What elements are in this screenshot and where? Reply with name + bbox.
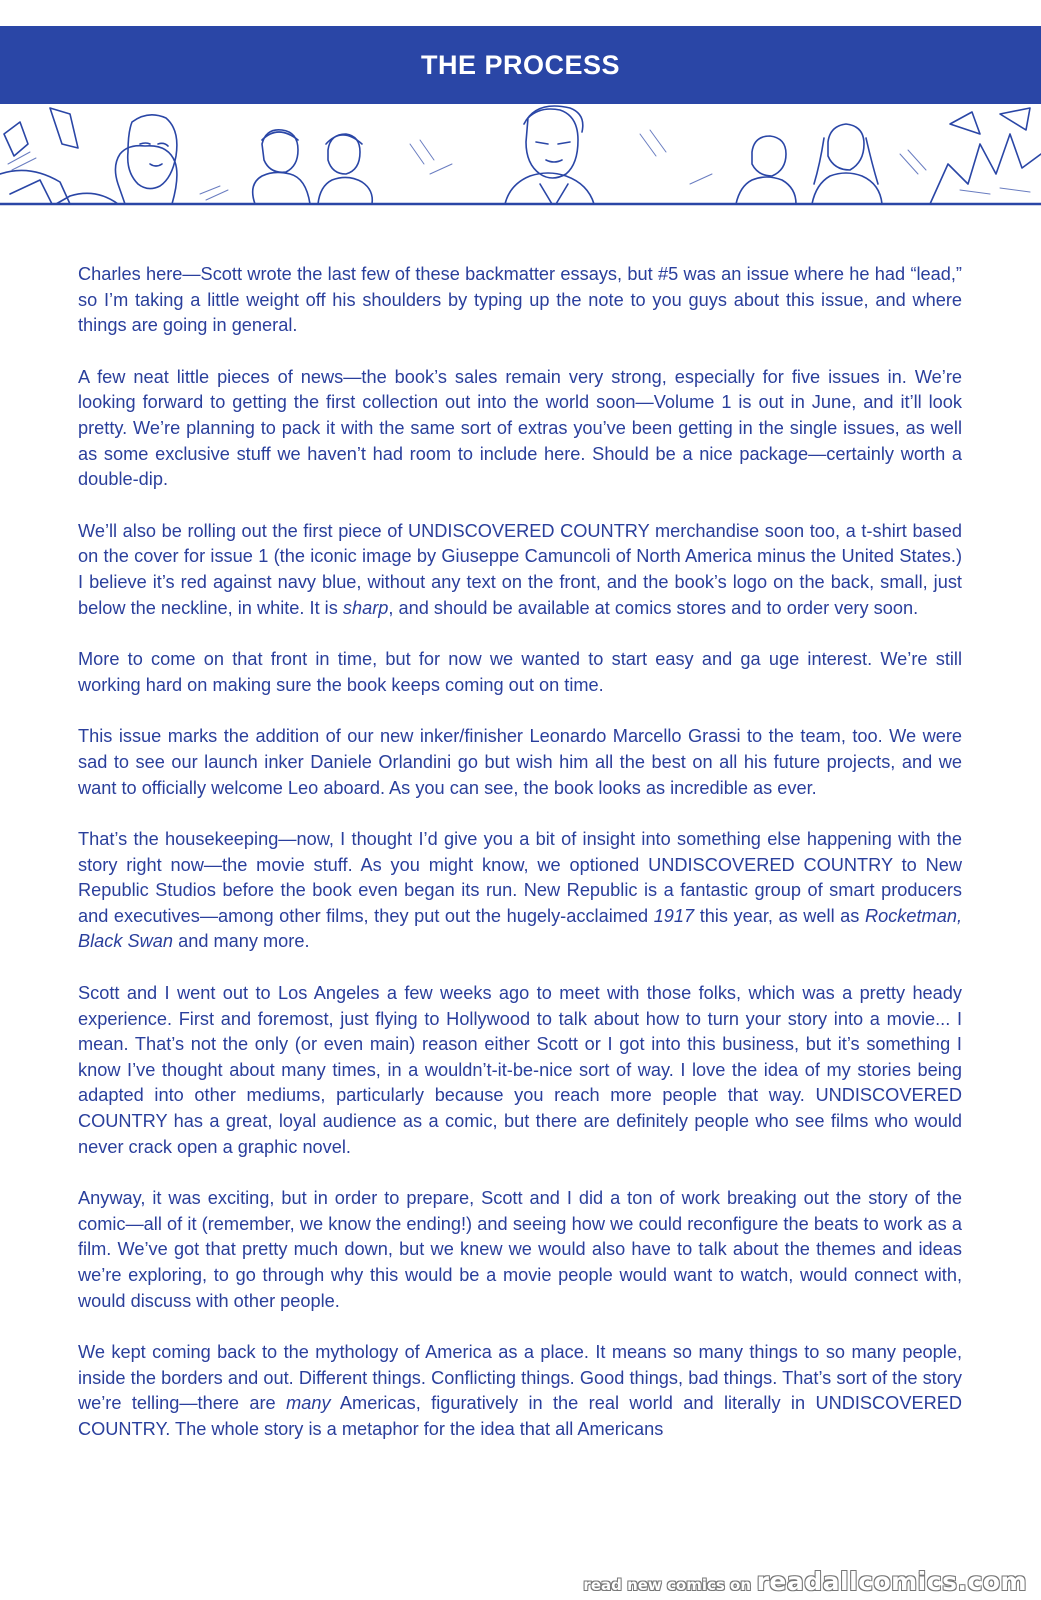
paragraph-text: Scott and I went out to Los Angeles a few weeks ago to meet with those folks, which was a pretty heady experience. First and foremost, just flying to Hollywood to talk about how to turn your story into a movie... I mean. That’s not the only (or even main) reason either Scott or I got into this business, but it’s something I know I’ve thought about many times, in a wouldn’t-it-be-nice sort of way. I love the idea of my stories being adapted into other mediums, particularly because you reach more people that way. UNDISCOVERED COUNTRY has a great, loyal audience as a comic, but there are definitely people who see films who would never crack open a graphic novel. [78,983,962,1157]
paragraph [78,1340,962,1442]
section-title: THE PROCESS [420,49,621,80]
character-lineup-illustration [0,104,1041,208]
paragraph-text: , and should be available at comics stores and to order very soon. [388,597,919,618]
section-header-banner [0,26,1041,104]
paragraph-text: We kept coming back to the mythology of America as a place. It means so many things to so many people, inside the borders and out. Different things. Conflicting things. Good things, bad things. That’s sort of the story we’re telling—there are [78,1342,962,1414]
paragraph-text: More to come on that front in time, but for now we wanted to start easy and ga uge interest. We’re still working hard on making sure the book keeps coming out on time. [78,649,962,695]
emphasis: 1917 [653,905,695,926]
line-art-drawing [0,104,1041,208]
paragraph-text: this year, as well as [694,905,865,926]
paragraph [78,262,962,339]
paragraph-text: Americas, figuratively in the real world and literally in UNDISCOVERED COUNTRY. The whole story is a metaphor for the idea that all Americans [78,1393,962,1439]
emphasis: Rocketman, Black Swan [78,905,962,952]
paragraph [78,827,962,955]
paragraph-text: That’s the housekeeping—now, I thought I’d give you a bit of insight into something else happening with the story right now—the movie stuff. As you might know, we optioned UNDISCOVERED COUNTRY to New Republic Studios before the book even began its run. New Republic is a fantastic group of smart producers and executives—among other films, they put out the hugely-acclaimed [78,829,962,926]
paragraph [78,647,962,698]
paragraph [78,519,962,621]
paragraph [78,365,962,493]
paragraph-text: A few neat little pieces of news—the book’s sales remain very strong, especially for five issues in. We’re looking forward to getting the first collection out into the world soon—Volume 1 is out in June, and it’ll look pretty. We’re planning to pack it with the same sort of extras you’ve been getting in the single issues, as well as some exclusive stuff we haven’t had room to include here. Should be a nice package—certainly worth a double-dip. [78,366,962,490]
paragraph [78,981,962,1160]
paragraph-text: This issue marks the addition of our new inker/finisher Leonardo Marcello Grassi to the team, too. We were sad to see our launch inker Daniele Orlandini go but wish him all the best on all his future projects, and we want to officially welcome Leo aboard. As you can see, the book looks as incredible as ever. [78,726,962,798]
watermark-site: readallcomics.com [756,1567,1027,1596]
paragraph-text: and many more. [173,931,310,952]
paragraph [78,724,962,801]
paragraph-text: Charles here—Scott wrote the last few of these backmatter essays, but #5 was an issue where he had “lead,” so I’m taking a little weight off his shoulders by typing up the note to you guys about this issue, and where things are going in general. [78,264,962,336]
paragraph-text: We’ll also be rolling out the first piece of UNDISCOVERED COUNTRY merchandise soon too, a t-shirt based on the cover for issue 1 (the iconic image by Giuseppe Camuncoli of North America minus the United States.) I believe it’s red against navy blue, without any text on the front, and the book’s logo on the back, small, just below the neckline, in white. It is [78,520,962,618]
essay-body [78,262,962,1469]
watermark [583,1567,1027,1596]
paragraph-text: Anyway, it was exciting, but in order to prepare, Scott and I did a ton of work breaking out the story of the comic—all of it (remember, we know the ending!) and seeing how we could reconfigure the beats to work as a film. We’ve got that pretty much down, but we knew we would also have to talk about the themes and ideas we’re exploring, to go through why this would be a movie people would want to watch, would connect with, would discuss with other people. [78,1188,962,1311]
emphasis: many [286,1393,331,1414]
paragraph [78,1186,962,1314]
emphasis: sharp [342,597,389,618]
watermark-prefix: read new comics on [583,1576,751,1594]
